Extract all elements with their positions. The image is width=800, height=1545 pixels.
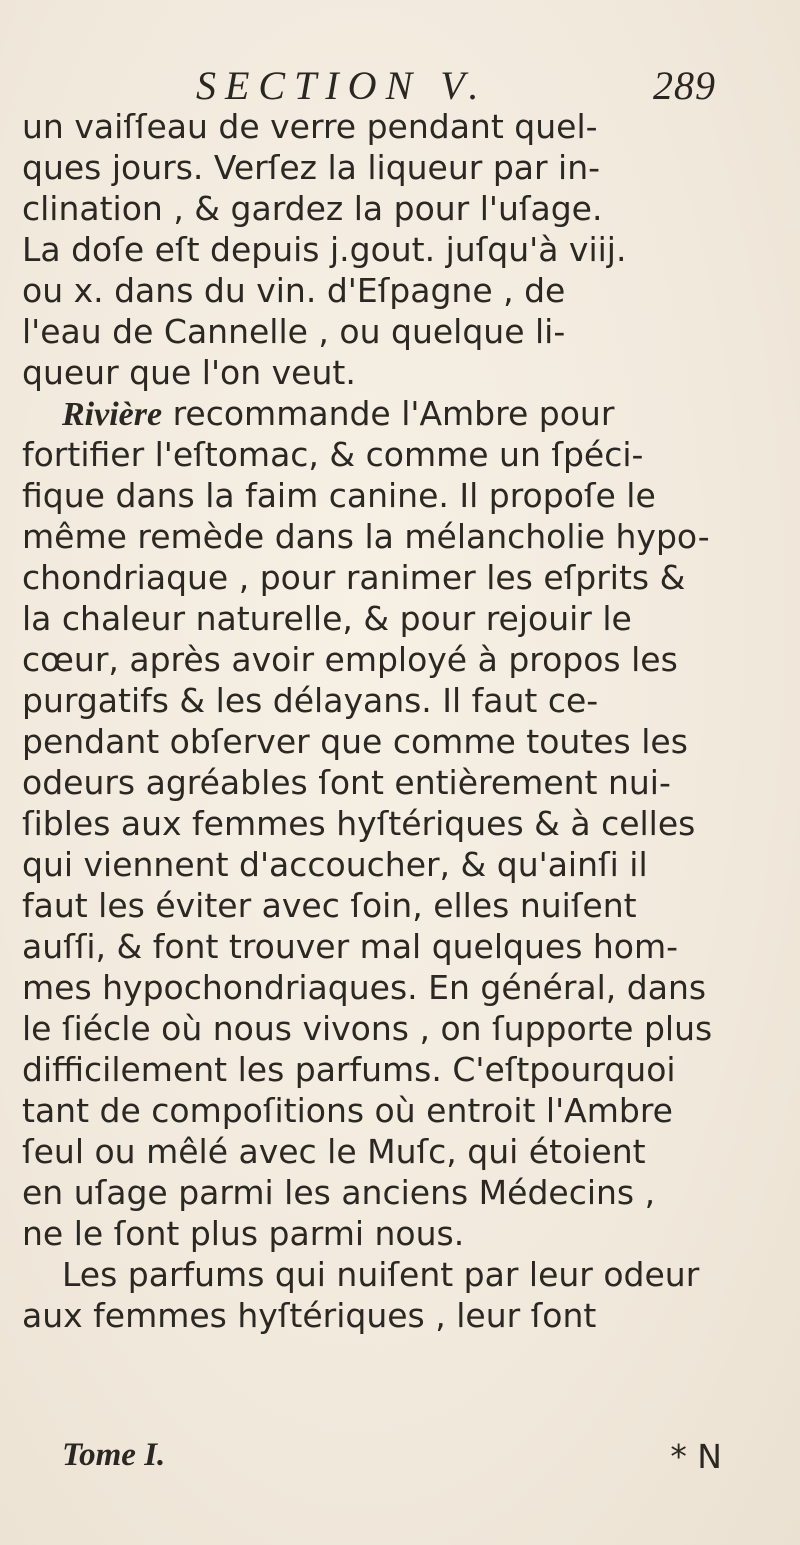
- volume-label: Tome I.: [62, 1437, 166, 1473]
- text-line: ques jours. Verſez la liqueur par in-: [22, 148, 601, 187]
- text-line: queur que l'on veut.: [22, 353, 356, 392]
- text-line: en uſage parmi les anciens Médecins ,: [22, 1173, 656, 1212]
- text-line: même remède dans la mélancholie hypo-: [22, 517, 710, 556]
- text-line: mes hypochondriaques. En général, dans: [22, 968, 707, 1007]
- text-line: fortifier l'eſtomac, & comme un ſpéci-: [22, 435, 644, 474]
- text-line: faut les éviter avec ſoin, elles nuiſent: [22, 886, 637, 925]
- text-line: fique dans la faim canine. Il propoſe le: [22, 476, 656, 515]
- text-line: un vaiſſeau de verre pendant quel-: [22, 107, 598, 146]
- text-line: purgatifs & les délayans. Il faut ce-: [22, 681, 599, 720]
- page-number: 289: [653, 63, 716, 108]
- text-line: l'eau de Cannelle , ou quelque li-: [22, 312, 566, 351]
- running-title: SECTION V.: [196, 63, 488, 108]
- text-line: aux femmes hyſtériques , leur ſont: [22, 1296, 597, 1335]
- text-line: clination , & gardez la pour l'uſage.: [22, 189, 603, 228]
- signature-mark: * N: [670, 1437, 722, 1476]
- text-line: chondriaque , pour ranimer les eſprits &: [22, 558, 686, 597]
- text-line: odeurs agréables ſont entièrement nui-: [22, 763, 671, 802]
- text-line: ne le ſont plus parmi nous.: [22, 1214, 465, 1253]
- text-line: Les parfums qui nuiſent par leur odeur: [62, 1255, 700, 1294]
- text-line: la chaleur naturelle, & pour rejouir le: [22, 599, 632, 638]
- text-line: pendant obſerver que comme toutes les: [22, 722, 688, 761]
- page-footer: [62, 1437, 722, 1487]
- text-line: cœur, après avoir employé à propos les: [22, 640, 678, 679]
- text-line: qui viennent d'accoucher, & qu'ainſi il: [22, 845, 648, 884]
- text-line: ſibles aux femmes hyſtériques & à celles: [22, 804, 696, 843]
- text-line: La doſe eſt depuis j.gout. juſqu'à viij.: [22, 230, 627, 269]
- page-header: [196, 62, 716, 112]
- text-line: ſeul ou mêlé avec le Muſc, qui étoient: [22, 1132, 646, 1171]
- text-line: ou x. dans du vin. d'Eſpagne , de: [22, 271, 566, 310]
- text-line: [22, 393, 792, 434]
- body-text: [22, 106, 792, 1336]
- text-line: difficilement les parfums. C'eſtpourquoi: [22, 1050, 676, 1089]
- text-line: le ſiécle où nous vivons , on ſupporte plus: [22, 1009, 713, 1048]
- author-name: Rivière: [62, 396, 163, 433]
- text-line-rest: recommande l'Ambre pour: [172, 394, 615, 433]
- text-line: tant de compoſitions où entroit l'Ambre: [22, 1091, 673, 1130]
- text-line: auſſi, & font trouver mal quelques hom-: [22, 927, 679, 966]
